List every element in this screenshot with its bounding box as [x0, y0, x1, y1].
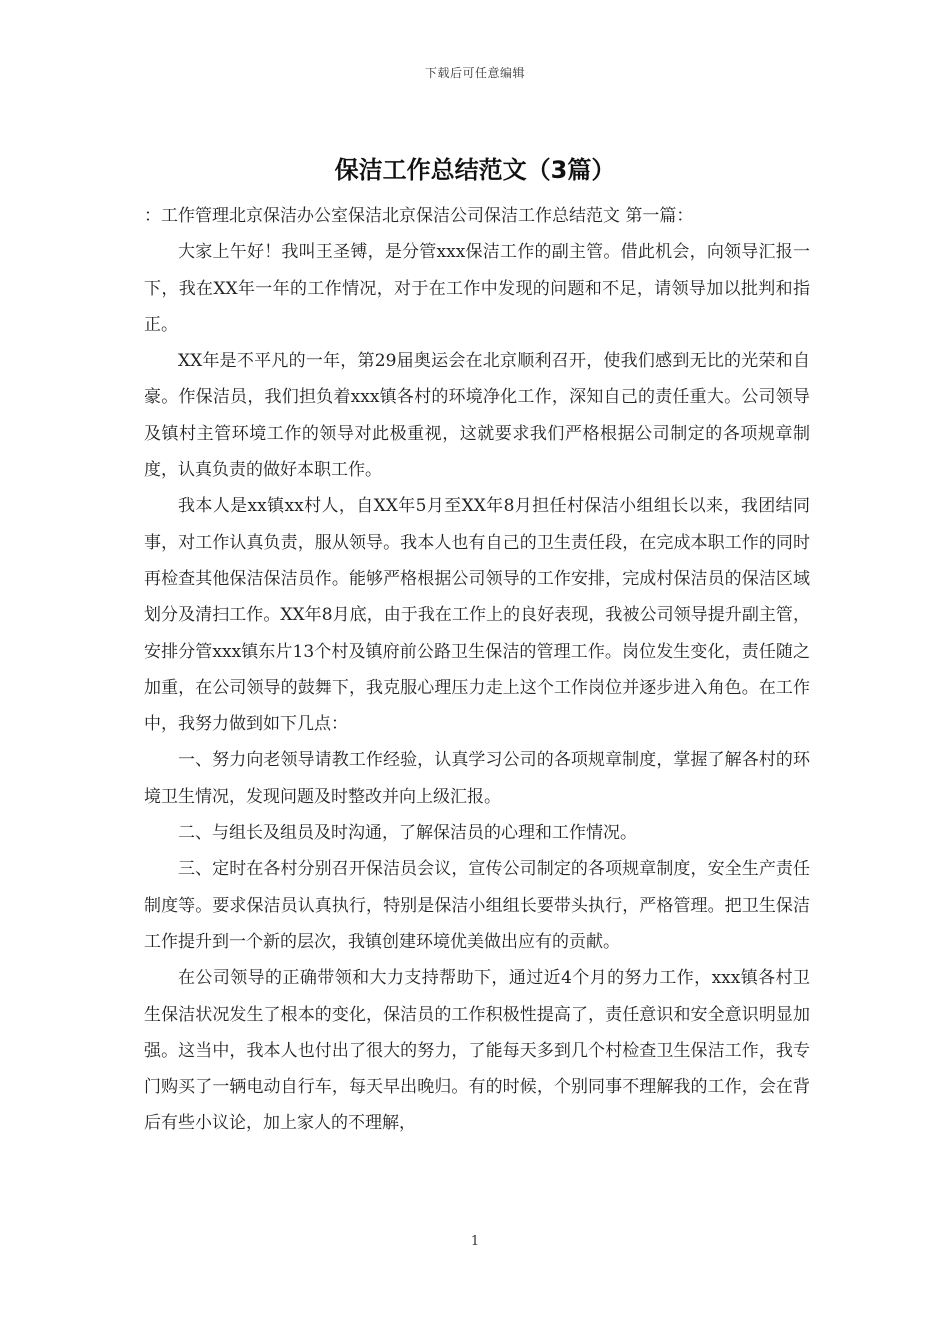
paragraph: 三、定时在各村分别召开保洁员会议，宣传公司制定的各项规章制度，安全生产责任制度等。要求保洁员认真执行，特别是保洁小组组长要带头执行，严格管理。把卫生保洁工作提升到一个新的层次，我镇创建环境优美做出应有的贡献。 [144, 859, 810, 952]
paragraph: 大家上午好！我叫王圣镈，是分管xxx保洁工作的副主管。借此机会，向领导汇报一下，我在XX年一年的工作情况，对于在工作中发现的问题和不足，请领导加以批判和指正。 [144, 242, 810, 335]
paragraph: XX年是不平凡的一年，第29届奥运会在北京顺利召开，使我们感到无比的光荣和自豪。作保洁员，我们担负着xxx镇各村的环境净化工作，深知自己的责任重大。公司领导及镇村主管环境工作的领导对此极重视，这就要求我们严格根据公司制定的各项规章制度，认真负责的做好本职工作。 [144, 351, 810, 481]
document-title: 保洁工作总结范文（3篇） [334, 156, 616, 184]
paragraph: 我本人是xx镇xx村人，自XX年5月至XX年8月担任村保洁小组组长以来，我团结同事，对工作认真负责，服从领导。我本人也有自己的卫生责任段，在完成本职工作的同时再检查其他保洁保洁员作。能够严格根据公司领导的工作安排，完成村保洁员的保洁区域划分及清扫工作。XX年8月底，由于我在工作上的良好表现，我被公司领导提升副主管，安排分管xxx镇东片13个村及镇府前公路卫生保洁的管理工作。岗位发生变化，责任随之加重，在公司领导的鼓舞下，我克服心理压力走上这个工作岗位并逐步进入角色。在工作中，我努力做到如下几点： [144, 496, 810, 735]
page-number: 1 [470, 1234, 480, 1249]
paragraph: 一、努力向老领导请教工作经验，认真学习公司的各项规章制度，掌握了解各村的环境卫生情况，发现问题及时整改并向上级汇报。 [144, 750, 810, 807]
paragraph: 二、与组长及组员及时沟通，了解保洁员的心理和工作情况。 [178, 823, 637, 844]
header-note: 下载后可任意编辑 [424, 66, 525, 80]
paragraph: 在公司领导的正确带领和大力支持帮助下，通过近4个月的努力工作，xxx镇各村卫生保洁状况发生了根本的变化，保洁员的工作积极性提高了，责任意识和安全意识明显加强。这当中，我本人也付出了很大的努力，了能每天多到几个村检查卫生保洁工作，我专门购买了一辆电动自行车，每天早出晚归。有的时候，个别同事不理解我的工作，会在背后有些小议论，加上家人的不理解， [144, 968, 810, 1134]
document-body [144, 198, 810, 1142]
paragraph-intro: ：工作管理北京保洁办公室保洁北京保洁公司保洁工作总结范文 第一篇： [144, 206, 694, 226]
